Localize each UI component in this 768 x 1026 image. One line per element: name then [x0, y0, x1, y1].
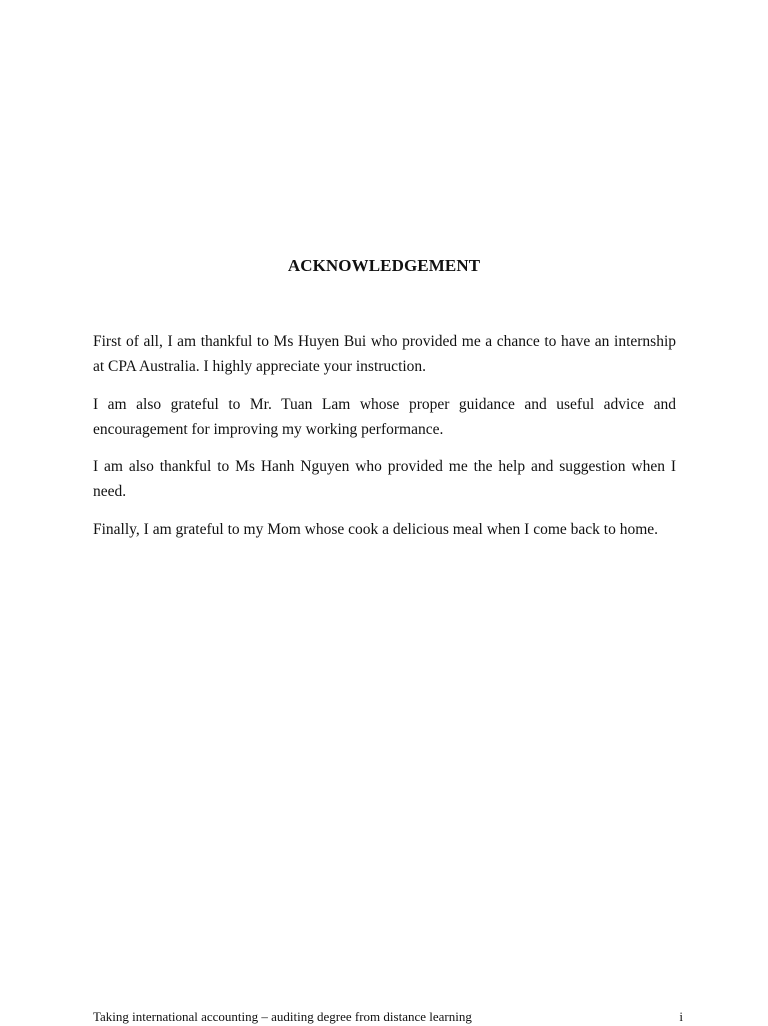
- page-title: ACKNOWLEDGEMENT: [287, 256, 481, 275]
- paragraph-2: I am also grateful to Mr. Tuan Lam whose proper guidance and useful advice and encouragement for improving my working performance.: [93, 395, 676, 438]
- footer-page-number: i: [679, 1009, 683, 1024]
- paragraph-3: I am also thankful to Ms Hanh Nguyen who provided me the help and suggestion when I need.: [93, 458, 676, 500]
- footer-running-title: Taking international accounting – auditing degree from distance learning: [93, 1009, 472, 1024]
- paragraph-1: First of all, I am thankful to Ms Huyen Bui who provided me a chance to have an internship at CPA Australia. I highly appreciate your instruction.: [93, 333, 676, 375]
- acknowledgement-body: [93, 329, 676, 554]
- paragraph-4: Finally, I am grateful to my Mom whose cook a delicious meal when I come back to home.: [93, 520, 659, 538]
